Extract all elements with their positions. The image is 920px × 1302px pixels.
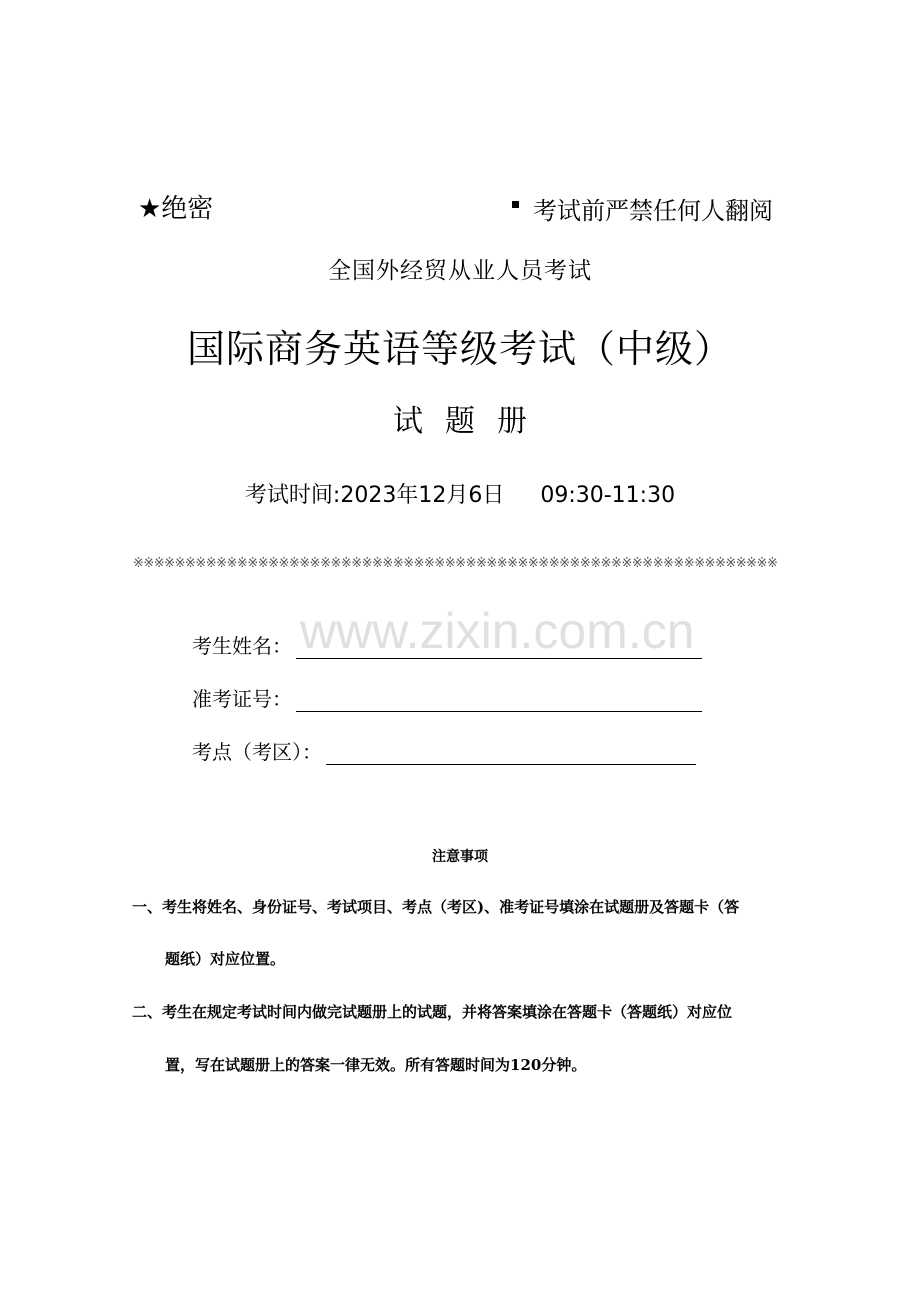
square-bullet-icon [512, 201, 519, 208]
candidate-name-label: 考生姓名： [192, 634, 292, 658]
warning-text: 考试前严禁任何人翻阅 [533, 197, 773, 225]
note-item-1-line-1: 一、考生将姓名、身份证号、考试项目、考点（考区)、准考证号填涂在试题册及答题卡（答 [132, 898, 740, 916]
candidate-name-field [192, 630, 702, 659]
candidate-name-line[interactable] [296, 636, 702, 659]
exam-site-field [192, 736, 696, 765]
watermark: www.zixin.com.cn [300, 603, 695, 659]
divider-line: ※※※※※※※※※※※※※※※※※※※※※※※※※※※※※※※※※※※※※※※※※※※※※※※※※※※※※※※※※※※※※※ [133, 556, 778, 571]
exam-title: 国际商务英语等级考试（中级） [186, 327, 733, 371]
admission-id-label: 准考证号： [192, 687, 292, 711]
notes-title: 注意事项 [432, 849, 488, 865]
exam-time [0, 478, 920, 509]
exam-time-label: 考试时间:2023年12月6日 [244, 483, 505, 508]
confidential-label: ★绝密 [138, 194, 214, 224]
exam-site-label: 考点（考区）： [192, 740, 322, 764]
exam-time-range: 09:30-11:30 [540, 483, 676, 508]
booklet-title: 试题册 [393, 404, 549, 439]
organization-title: 全国外经贸从业人员考试 [328, 258, 592, 284]
note-item-2-line-2: 置，写在试题册上的答案一律无效。所有答题时间为120分钟。 [165, 1056, 587, 1074]
note-item-2-line-1: 二、考生在规定考试时间内做完试题册上的试题，并将答案填涂在答题卡（答题纸）对应位 [132, 1003, 733, 1021]
admission-id-field [192, 683, 702, 712]
note-item-1-line-2: 题纸）对应位置。 [165, 950, 286, 968]
admission-id-line[interactable] [296, 689, 702, 712]
no-reading-warning [512, 191, 773, 226]
exam-site-line[interactable] [326, 742, 696, 765]
